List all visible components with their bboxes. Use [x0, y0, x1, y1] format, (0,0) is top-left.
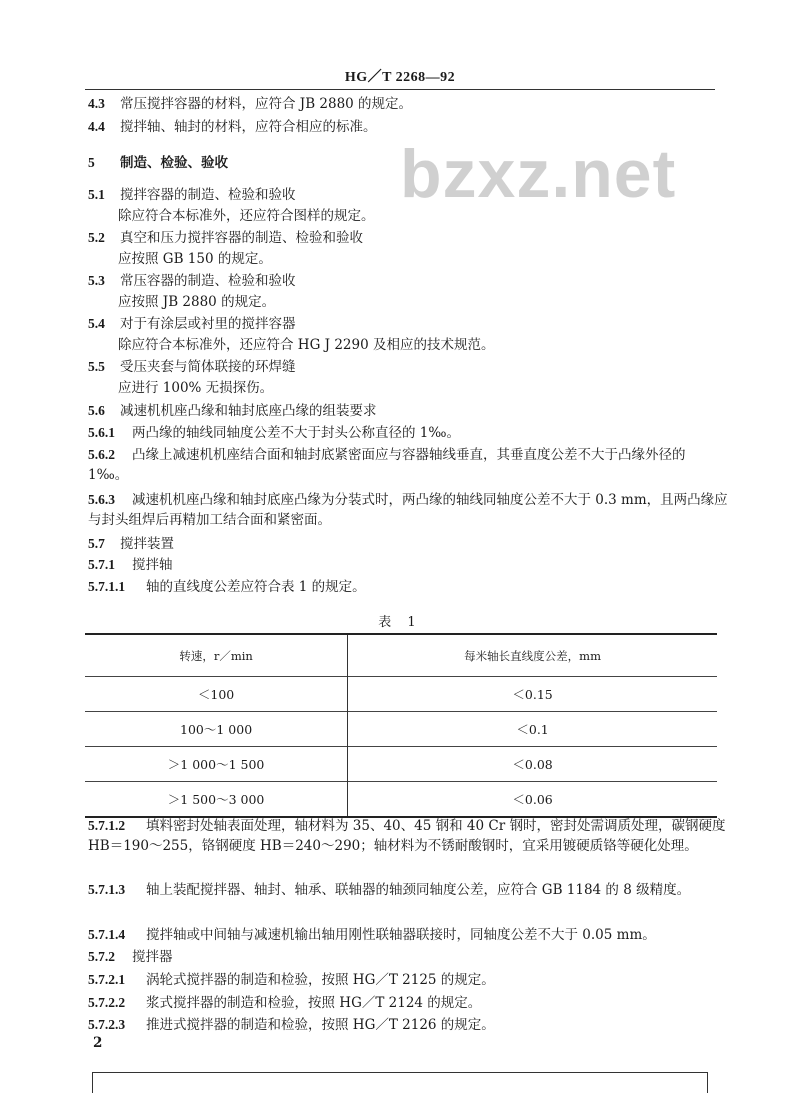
- clause-5-7-1-4: [88, 925, 656, 945]
- page-number: 2: [93, 1035, 103, 1051]
- clause-number: 5.7.2.3: [88, 1017, 126, 1032]
- clause-5-6-1: [88, 423, 460, 443]
- clause-5-2: [88, 228, 363, 248]
- clause-number: 5.7.1.2: [88, 818, 126, 833]
- clause-5-7-1: [88, 555, 173, 575]
- speed-cell: ＞1 500～3 000: [85, 782, 348, 818]
- clause-number: 5.1: [88, 187, 105, 202]
- clause-5-4-body: 除应符合本标准外，还应符合 HG J 2290 及相应的技术规范。: [118, 337, 495, 353]
- table-row: [85, 747, 717, 782]
- clause-number: 5.6.1: [88, 425, 115, 440]
- column-header-speed: 转速，r／min: [85, 634, 348, 677]
- clause-number: 5.5: [88, 359, 105, 374]
- table-row: [85, 712, 717, 747]
- header-rule: [85, 89, 715, 90]
- clause-5-4: [88, 314, 296, 334]
- clause-5-3: [88, 271, 296, 291]
- clause-5-6-3: [88, 490, 728, 530]
- clause-text: 受压夹套与简体联接的环焊缝: [120, 359, 296, 375]
- clause-text: 两凸缘的轴线同轴度公差不大于封头公称直径的 1‰。: [132, 425, 460, 441]
- tolerance-cell: ＜0.1: [516, 722, 549, 737]
- speed-cell: ＜100: [85, 677, 348, 712]
- clause-text: 常压搅拌容器的材料，应符合 JB 2880 的规定。: [120, 96, 413, 112]
- clause-text: 常压容器的制造、检验和验收: [120, 273, 296, 289]
- clause-text: 搅拌轴或中间轴与减速机输出轴用刚性联轴器联接时，同轴度公差不大于 0.05 mm。: [146, 927, 656, 943]
- clause-text: 对于有涂层或衬里的搅拌容器: [120, 316, 296, 332]
- clause-text: 凸缘上减速机机座结合面和轴封底紧密面应与容器轴线垂直，其垂直度公差不大于凸缘外径的 1‰。: [88, 447, 686, 483]
- watermark: bzxz.net: [400, 136, 677, 212]
- clause-5-6-2: [88, 445, 728, 485]
- clause-5-1: [88, 185, 296, 205]
- tolerance-cell: ＜0.08: [512, 757, 553, 772]
- clause-number: 5.7.2.2: [88, 995, 126, 1010]
- clause-number: 5.4: [88, 316, 105, 331]
- table-row: [85, 677, 717, 712]
- clause-text: 轴的直线度公差应符合表 1 的规定。: [146, 579, 366, 595]
- clause-text: 填料密封处轴表面处理，轴材料为 35、40、45 钢和 40 Cr 钢时，密封处需调质处理，碳钢硬度 HB＝190～255，铬钢硬度 HB＝240～290；轴材料为不锈耐酸钢时，宜采用镀硬质铬等硬化处理。: [88, 818, 726, 854]
- clause-text: 搅拌轴: [132, 557, 173, 573]
- clause-5-6: [88, 401, 377, 421]
- clause-5-5-body: 应进行 100% 无损探伤。: [118, 380, 274, 396]
- clause-number: 5.7: [88, 536, 105, 551]
- clause-text: 推进式搅拌器的制造和检验，按照 HG／T 2126 的规定。: [146, 1017, 495, 1033]
- clause-4-4: [88, 117, 377, 137]
- clause-text: 轴上装配搅拌器、轴封、轴承、联轴器的轴颈同轴度公差，应符合 GB 1184 的 8 级精度。: [146, 882, 691, 898]
- section-5-heading: [88, 153, 228, 173]
- clause-5-3-body: 应按照 JB 2880 的规定。: [118, 294, 276, 310]
- clause-4-3: [88, 94, 412, 114]
- clause-text: 制造、检验、验收: [120, 155, 228, 171]
- clause-text: 搅拌装置: [120, 536, 174, 552]
- clause-5-2-body: 应按照 GB 150 的规定。: [118, 251, 272, 267]
- clause-number: 4.4: [88, 119, 105, 134]
- clause-number: 5.7.1.4: [88, 927, 126, 942]
- clause-number: 5.7.1: [88, 557, 115, 572]
- clause-number: 4.3: [88, 96, 105, 111]
- clause-5-1-body: 除应符合本标准外，还应符合图样的规定。: [118, 208, 375, 224]
- clause-5-7-1-1: [88, 577, 366, 597]
- table-row: [85, 782, 717, 818]
- clause-number: 5.6: [88, 403, 105, 418]
- speed-cell: 100～1 000: [85, 712, 348, 747]
- clause-text: 减速机机座凸缘和轴封底座凸缘的组装要求: [120, 403, 377, 419]
- clause-5-7-2-2: [88, 993, 481, 1013]
- tolerance-cell: ＜0.06: [512, 792, 553, 807]
- clause-5-7-2-3: [88, 1015, 495, 1035]
- clause-5-7-2-1: [88, 970, 495, 990]
- clause-5-5: [88, 357, 296, 377]
- clause-number: 5.7.1.1: [88, 579, 126, 594]
- clause-number: 5.6.2: [88, 447, 115, 462]
- clause-text: 搅拌轴、轴封的材料，应符合相应的标准。: [120, 119, 377, 135]
- clause-number: 5.7.2: [88, 949, 115, 964]
- column-header-tolerance: 每米轴长直线度公差，mm: [464, 648, 601, 663]
- footer-box: [92, 1072, 708, 1093]
- straightness-table: [85, 633, 717, 818]
- clause-5-7-1-3: [88, 880, 728, 900]
- clause-text: 浆式搅拌器的制造和检验，按照 HG／T 2124 的规定。: [146, 995, 482, 1011]
- clause-5-7-1-2: [88, 816, 728, 856]
- clause-number: 5.7.1.3: [88, 882, 126, 897]
- table-header-row: [85, 634, 717, 677]
- clause-text: 真空和压力搅拌容器的制造、检验和验收: [120, 230, 363, 246]
- clause-text: 涡轮式搅拌器的制造和检验，按照 HG／T 2125 的规定。: [146, 972, 495, 988]
- clause-text: 搅拌容器的制造、检验和验收: [120, 187, 296, 203]
- clause-number: 5.7.2.1: [88, 972, 126, 987]
- clause-5-7-2: [88, 947, 173, 967]
- clause-number: 5.3: [88, 273, 105, 288]
- clause-number: 5: [88, 155, 95, 170]
- clause-number: 5.2: [88, 230, 105, 245]
- clause-text: 减速机机座凸缘和轴封底座凸缘为分装式时，两凸缘的轴线同轴度公差不大于 0.3 mm，且两凸缘应与封头组焊后再精加工结合面和紧密面。: [88, 492, 728, 528]
- clause-number: 5.6.3: [88, 492, 115, 507]
- speed-cell: ＞1 000～1 500: [85, 747, 348, 782]
- clause-5-7: [88, 534, 174, 554]
- clause-text: 搅拌器: [132, 949, 173, 965]
- page-header: HG／T 2268—92: [344, 70, 456, 85]
- table-caption: 表 1: [378, 615, 422, 630]
- tolerance-cell: ＜0.15: [512, 687, 553, 702]
